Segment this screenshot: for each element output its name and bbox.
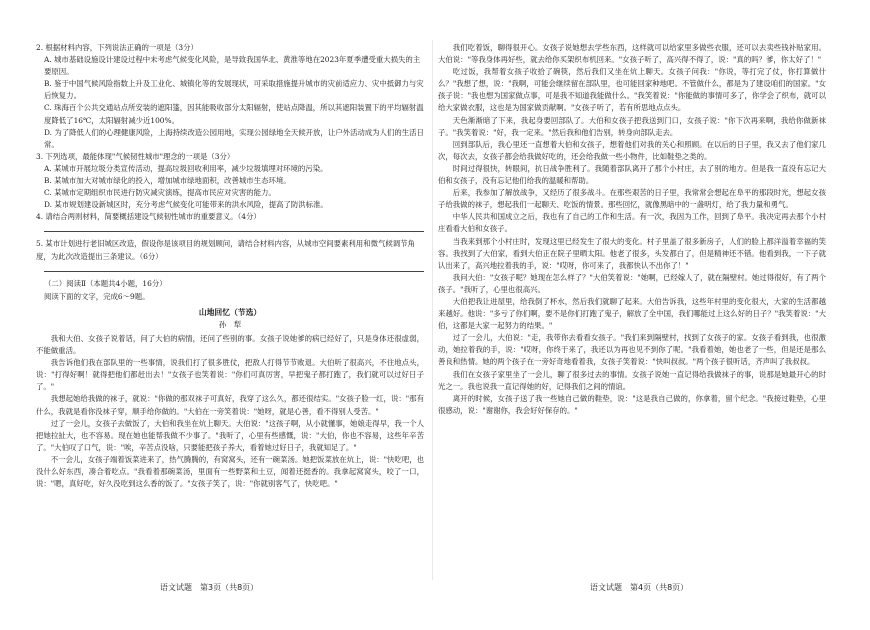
question-2-option-a: A. 城市基础设施设计建设过程中未考虑气候变化风险，是导致我国华北、黄淮等地在2023年夏季遭受重大损失的主要原因。 bbox=[44, 55, 421, 77]
story-paragraph: 我告诉他们我在部队里的一些事情，说我们打了很多胜仗，把敌人打得节节败退。大伯听了很高兴，不住地点头，说："打得好啊！就得把他们都赶出去！"女孩子也笑着说："你们可真厉害，早把鬼子都打跑了，我们就可以过好日子了。" bbox=[36, 358, 424, 392]
page-footer-left: 语文试题 第3页（共8页） bbox=[160, 583, 259, 592]
story-paragraph: 天色渐渐暗了下来，我起身要回部队了。大伯和女孩子把我送到门口，女孩子说："你下次再来啊，我给你做新袜子。"我笑着说："好，我一定来。"然后我和他们告别，转身向部队走去。 bbox=[438, 115, 826, 137]
left-column bbox=[36, 42, 424, 490]
question-2-stem: 2. 根据材料内容，下列说法正确的一项是（3分） bbox=[36, 43, 198, 52]
story-paragraph: 中华人民共和国成立之后，我也有了自己的工作和生活。有一次，我因为工作，回到了阜平。我决定再去那个小村庄看看大伯和女孩子。 bbox=[438, 212, 826, 234]
question-3-option-d: D. 某市规划建设新城区时，充分考虑气候变化可能带来的洪水风险，提高了防洪标准。 bbox=[44, 200, 328, 210]
story-paragraph: 我问大伯："女孩子呢？她现在怎么样了？"大伯笑着说："她啊，已经嫁人了，就在隔壁村。她过得很好，有了两个孩子。"我听了，心里也很高兴。 bbox=[438, 272, 826, 294]
question-2-option-d: D. 为了降低人们的心理健康风险，上海持续改造公园用地，实现公园绿地全天候开放，让户外活动成为人们的生活日常。 bbox=[44, 127, 424, 149]
question-3-option-c: C. 某城市定期组织市民进行防灾减灾演练，提高市民应对灾害的能力。 bbox=[44, 188, 276, 198]
question-3-option-a: A. 某城市开展垃圾分类宣传活动，提高垃圾回收利用率，减少垃圾填埋对环境的污染。 bbox=[44, 163, 328, 173]
story-paragraph: 过了一会儿，大伯说："走，我带你去看看女孩子。"我们来到隔壁村，找到了女孩子的家。女孩子看到我，也很激动，她拉着我的手，说："哎呀，你终于来了，我还以为再也见不到你了呢。"我看着她，她也老了一些，但是还是那么善良和热情。她的两个孩子在一旁好奇地看着我，女孩子笑着说："快叫叔叔。"两个孩子很听话，齐声叫了我叔叔。 bbox=[438, 333, 826, 367]
section-instruction: 阅读下面的文字，完成6～9题。 bbox=[44, 291, 150, 301]
story-paragraph: 回到部队后，我心里还一直想着大伯和女孩子，想着他们对我的关心和照顾。在以后的日子里，我又去了他们家几次，每次去，女孩子都会给我做好吃的，还会给我做一些小物件，比如鞋垫之类的。 bbox=[438, 139, 826, 161]
right-column bbox=[438, 42, 826, 417]
question-3-stem: 3. 下列选项，最能体现"气候韧性城市"理念的一项是（3分） bbox=[36, 151, 235, 161]
question-2-option-c: C. 珠海百个公共交通站点所安装的遮阳篷，因其能吸收部分太阳辐射，使站点降温，所以其遮阳装置下的平均辐射温度降低了16℃，太阳辐射减少近100%。 bbox=[44, 103, 424, 125]
story-paragraph: 我想起她给我做的袜子，就说："你做的那双袜子可真好，我穿了这么久，都还很结实。"女孩子脸一红，说："那有什么，我就是看你没袜子穿，顺手给你做的。"大伯在一旁笑着说："她呀，就是心善，看不得别人受苦。" bbox=[36, 394, 424, 416]
story-paragraph: 时间过得很快，转眼间，抗日战争胜利了。我随着部队离开了那个小村庄，去了别的地方。但是我一直没有忘记大伯和女孩子，没有忘记他们给我的温暖和帮助。 bbox=[438, 163, 826, 186]
column-divider bbox=[432, 40, 433, 580]
story-paragraph: 大伯把我让进屋里，给我倒了杯水，然后我们就聊了起来。大伯告诉我，这些年村里的变化很大，大家的生活都越来越好。他说："多亏了你们啊，要不是你们打跑了鬼子，解放了全中国，我们哪能过上这么好的日子？"我笑着说："大伯，这都是大家一起努力的结果。" bbox=[438, 296, 826, 331]
story-title: 山地回忆（节选） bbox=[198, 307, 262, 317]
story-paragraph: 当我来到那个小村庄时，发现这里已经发生了很大的变化。村子里盖了很多新房子，人们的脸上都洋溢着幸福的笑容。我找到了大伯家，看到大伯正在院子里晒太阳。他老了很多，头发都白了，但是精神还不错。他看到我，一下子就认出来了，高兴地拉着我的手，说："哎呀，你可来了，我都快认不出你了！" bbox=[438, 236, 826, 270]
question-5-stem: 5. 某市计划进行老旧城区改造，假设你是该项目的规划顾问，请结合材料内容，从城市空间要素利用和微气候调节角度，为此次改造提出三条建议。（6分） bbox=[36, 239, 415, 261]
answer-line bbox=[44, 225, 424, 232]
page-footer-right: 语文试题 第4页（共8页） bbox=[590, 583, 689, 592]
story-author: 孙 犁 bbox=[218, 319, 242, 329]
story-paragraph: 后来，我参加了解放战争，又经历了很多战斗。在那些艰苦的日子里，我常常会想起在阜平的那段时光，想起女孩子给我做的袜子，想起我们一起聊天、吃饭的情景。那些回忆，就像黑暗中的一盏明灯，给了我力量和勇气。 bbox=[438, 188, 826, 210]
question-3-option-b: B. 某城市加大对城市绿化的投入，增加城市绿地面积，改善城市生态环境。 bbox=[44, 176, 291, 186]
section-heading: （二）阅读Ⅱ（本题共4小题，16分） bbox=[44, 278, 167, 288]
story-paragraph: 我们在女孩子家里坐了一会儿，聊了很多过去的事情。女孩子说她一直记得给我做袜子的事，说那是她最开心的时光之一。我也说我一直记得她的好，记得我们之间的情谊。 bbox=[438, 369, 826, 391]
answer-line bbox=[44, 265, 424, 272]
story-paragraph: 离开的时候，女孩子送了我一些她自己做的鞋垫，说："这是我自己做的，你拿着，留个纪念。"我接过鞋垫，心里很感动，说："谢谢你，我会好好保存的。" bbox=[438, 393, 826, 415]
question-2-option-b: B. 鉴于中国气候风险指数上升及工业化、城镇化等的发展现状，可采取措施提升城市的灾前适应力、灾中抵御力与灾后恢复力。 bbox=[44, 79, 424, 101]
story-paragraph: 不一会儿，女孩子端着饭菜进来了，热气腾腾的，有窝窝头，还有一碗菜汤。她把饭菜放在炕上，说："快吃吧，也没什么好东西，凑合着吃点。"我看着那碗菜汤，里面有一些野菜和土豆，闻着还挺香的。我拿起窝窝头，咬了一口，说："嗯，真好吃，好久没吃到这么香的饭了。"女孩子笑了，说："你就别客气了，快吃吧。" bbox=[36, 454, 424, 489]
story-paragraph: 吃过饭，我帮着女孩子收拾了碗筷，然后我们又坐在炕上聊天。女孩子问我："你说，等打完了仗，你打算做什么？"我想了想，说："我啊，可能会继续留在部队里，也可能回家种地吧。不管做什么，都是为了建设咱们的国家。"女孩子说："我也想为国家做点事，可是我不知道我能做什么。"我笑着说："你能做的事情可多了，你学会了织布，就可以给大家做衣服，这也是为国家做贡献啊。"女孩子听了，若有所思地点点头。 bbox=[438, 67, 826, 113]
story-paragraph: 我和大伯、女孩子说着话，问了大伯的病情，还问了些别的事。女孩子说她爹的病已经好了，只是身体还很虚弱，不能做重活。 bbox=[36, 333, 424, 356]
story-paragraph: 我们吃着饭，聊得很开心。女孩子说她想去学些东西，这样就可以给家里多做些衣服，还可以去卖些钱补贴家用。大伯说："等我身体再好些，就去给你买架织布机回来。"女孩子听了，高兴得不得了，说："真的吗？爹，你太好了！" bbox=[438, 43, 826, 65]
question-4-stem: 4. 请结合两则材料，简要概括建设气候韧性城市的重要意义。（4分） bbox=[36, 212, 261, 222]
story-paragraph: 过了一会儿，女孩子去做饭了，大伯和我坐在炕上聊天。大伯说："这孩子啊，从小就懂事，她娘走得早，我一个人把她拉扯大，也不容易。现在她也能帮我做不少事了。"我听了，心里有些感慨，说："大伯，你也不容易，这些年辛苦了。"大伯叹了口气，说："唉，辛苦点没啥，只要能把孩子养大，看着她过好日子，我就知足了。" bbox=[36, 418, 424, 452]
